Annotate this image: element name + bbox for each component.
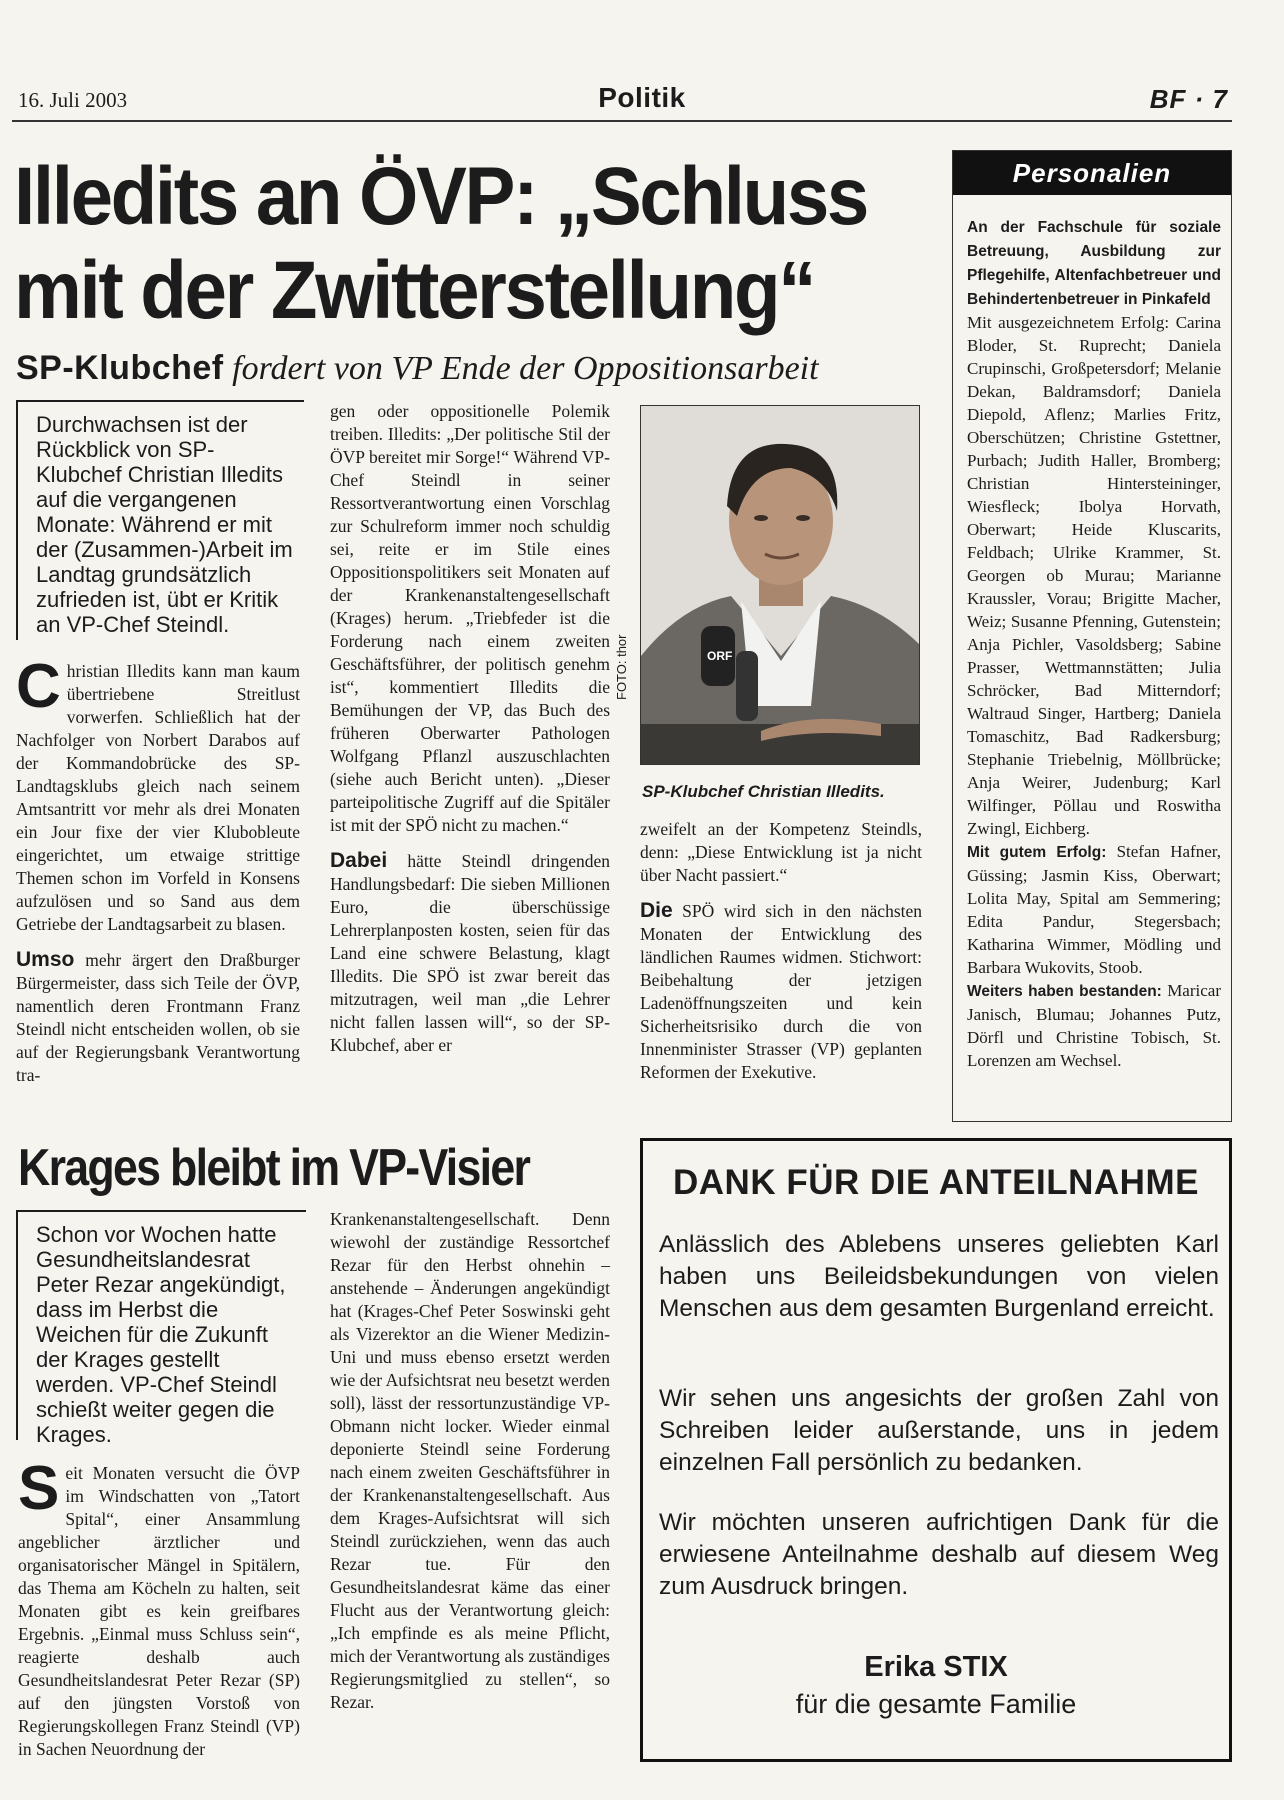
personalien-intro: An der Fachschule für soziale Betreuung, Ausbildung zur Pflegehilfe, Altenfachbetreuer und Behindertenbetreuer in Pinkafeld [967,219,1221,308]
notice-signature-sub: für die gesamte Familie [795,1689,1077,1719]
article1-column-2 [330,400,610,1057]
article1-column-3 [640,818,922,1084]
header-rule [12,120,1232,122]
article2-col2-text: Krankenanstaltengesellschaft. Denn wiewohl der zuständige Ressortchef Rezar für den Herbst ohnehin – anstehende – Änderungen angekündigt hat (Krages-Chef Peter Soswinski geht als Vizerektor an die Wiener Medizin-Uni und muss ebenso ersetzt werden wie der Aufsichtsrat neu besetzt werden soll), lässt der ressortunzuständige VP-Obmann nicht locker. Wieder einmal deponierte Steindl seine Forderung nach einem zweiten Geschäftsführer in der Krankenanstaltengesellschaft. Aus dem Krages-Aufsichtsrat will sich Steindl zurückziehen, wenn das auch Rezar tue. Für den Gesundheitslandesrat käme das einer Flucht aus der Verantwortung gleich: „Ich empfinde es als meine Pflicht, mich der Verantwortung als zuständiges Regierungsmitglied zu stellen“, so Rezar. [330,1209,610,1712]
article1-dropcap: C [16,652,61,721]
photo-caption: SP-Klubchef Christian Illedits. [642,782,885,801]
portrait-illustration [641,406,920,765]
notice-title: DANK FÜR DIE ANTEILNAHME [673,1163,1199,1202]
page-number: BF · 7 [1149,84,1228,114]
personalien-box [952,150,1232,1122]
personalien-body [967,215,1221,1072]
article1-lead [16,400,304,640]
article1-kicker: SP-Klubchef [16,349,224,387]
orf-mic-label: ORF [707,649,733,663]
article1-headline: Illedits an ÖVP: „Schluss mit der Zwitterstellung“ [14,151,868,336]
article2-headline: Krages bleibt im VP-Visier [18,1139,530,1197]
article1-subhead-text: fordert von VP Ende der Oppositionsarbeit [232,350,819,387]
article2-column-1 [18,1454,300,1761]
article2-lead-text: Schon vor Wochen hatte Gesundheitslandesrat Peter Rezar angekündigt, dass im Herbst die Weichen für die Zukunft der Krages gestellt werden. VP-Chef Steindl schießt weiter gegen die Krages. [36,1222,286,1447]
portrait-photo [640,405,920,765]
article1-col2-paragraph-2: hätte Steindl dringenden Handlungsbedarf: Die sieben Millionen Euro, die überschüssige Lehrerplanposten kosten, seien für das Land eine schwere Belastung, klagt Illedits. Die SPÖ ist zwar bereit das mitzutragen, weil man „die Lehrer nicht fallen lassen will“, so der SP-Klubchef, aber er [330,851,611,1055]
article1-column-1 [16,652,300,1087]
photo-credit: FOTO: thor [614,634,629,700]
section-title: Politik [598,82,686,113]
article1-col2-kicker: Dabei [330,849,388,872]
personalien-good-list: Stefan Hafner, Güssing; Jasmin Kiss, Oberwart; Lolita May, Spital am Semmering; Edita Pandur, Stegersbach; Katharina Wimmer, Mödling und Barbara Wukovits, Stoob. [967,842,1221,977]
article1-col1-kicker: Umso [16,948,75,971]
personalien-good-label: Mit gutem Erfolg: [967,844,1107,861]
article1-col3-kicker: Die [640,899,673,922]
issue-date: 16. Juli 2003 [18,88,128,112]
personalien-honors-list: Carina Bloder, St. Ruprecht; Daniela Crupinschi, Großpetersdorf; Melanie Dekan, Baldramsdorf; Daniela Diepold, Aflenz; Marlies Fritz, Oberschützen; Christine Gstettner, Purbach; Judith Haller, Bromberg; Christian Hintersteininger, Wiesfleck; Ibolya Horvath, Oberwart; Heide Kluscarits, Feldbach; Ulrike Krammer, St. Georgen ob Murau; Marianne Kraussler, Vorau; Brigitte Macher, Weiz; Susanne Pfenning, Gutenstein; Anja Pichler, Vasoldsberg; Sabine Prasser, Wettmannstätten; Julia Schröcker, Bad Mitterndorf; Waltraud Singer, Hartberg; Daniela Tomaschitz, Bad Radkersburg; Stephanie Triebelnig, Möllbrücke; Anja Weirer, Judenburg; Karl Wilfinger, Pöllau und Roswitha Zwingl, Eichberg. [967,313,1222,838]
thank-you-notice [640,1138,1232,1762]
article2-column-2 [330,1208,610,1714]
personalien-passed-list: Maricar Janisch, Blumau; Johannes Putz, Dörfl und Christine Tobisch, St. Lorenzen am Wechsel. [967,981,1221,1070]
article1-lead-text: Durchwachsen ist der Rückblick von SP-Klubchef Christian Illedits auf die vergangenen Monate: Während er mit der (Zusammen-)Arbeit im Landtag grundsätzlich zufrieden ist, übt er Kritik an VP-Chef Steindl. [36,412,293,637]
article1-col1-paragraph-2: mehr ärgert den Draßburger Bürgermeister, dass sich Teile der ÖVP, namentlich deren Frontmann Franz Steindl nicht entscheiden wollen, ob sie auf der Regierungsbank Verantwortung tra- [16,950,300,1085]
personalien-title: Personalien [953,151,1231,195]
personalien-passed-label: Weiters haben bestanden: [967,983,1162,1000]
personalien-honors-label: Mit ausgezeichnetem Erfolg: [967,313,1170,332]
article1-col3-paragraph-1: zweifelt an der Kompetenz Steindls, denn: „Diese Entwicklung ist ja nicht über Nacht passiert.“ [640,819,922,885]
article1-col3-paragraph-2: SPÖ wird sich in den nächsten Monaten der Entwicklung des ländlichen Raumes widmen. Stichwort: Beibehaltung der jetzigen Ladenöffnungszeiten und kein Sicherheitsrisiko durch die von Innenminister Strasser (VP) geplanten Reformen der Exekutive. [640,901,923,1082]
article1-subheadline [16,348,946,389]
article1-col2-paragraph-1: gen oder oppositionelle Polemik treiben. Illedits: „Der politische Stil der ÖVP bereitet mir Sorge!“ Während VP-Chef Steindl in seiner Ressortverantwortung einen Vorschlag zur Schulreform immer noch schuldig sei, reite er im Stile eines Oppositionspolitikers seit Monaten auf der Krankenanstaltengesellschaft (Krages) herum. „Triebfeder ist die Forderung nach einem zweiten Geschäftsführer, der politisch genehm ist“, kommentiert Illedits die Bemühungen der VP, das Buch des früheren Oberwarter Pathologen Wolfgang Pflanzl auszuschlachten (siehe auch Bericht unten). „Dieser parteipolitische Zugriff auf die Spitäler ist mit der SPÖ nicht zu machen.“ [330,401,610,835]
notice-signature: Erika STIX [864,1651,1008,1683]
article2-lead [16,1210,306,1447]
article2-dropcap: S [18,1454,60,1523]
article1-col1-paragraph-1: hristian Illedits kann man kaum übertriebene Streitlust vorwerfen. Schließlich hat der Nachfolger von Norbert Darabos auf der Kommandobrücke des SP-Landtagsklubs gleich nach seinem Amtsantritt vor mehr als drei Monaten ein Jour fixe der vier Klubobleute eingerichtet, um etwaige strittige Themen schon im Vorfeld in Konsens aufzulösen und so Sand aus dem Getriebe der Landtagsarbeit zu blasen. [16,661,300,934]
article2-col1-text: eit Monaten versucht die ÖVP im Windschatten von „Tatort Spital“, einer Ansammlung angeblicher ärztlicher und organisatorischer Mängel in Spitälern, das Thema am Köcheln zu halten, seit Monaten gibt es kein greifbares Ergebnis. „Einmal muss Schluss sein“, reagierte deshalb auch Gesundheitslandesrat Peter Rezar (SP) auf den jüngsten Vorstoß von Regierungskollegen Franz Steindl (VP) in Sachen Neuordnung der [18,1463,300,1759]
notice-paragraph-1: Anlässlich des Ablebens unseres geliebten Karl haben uns Beileidsbekundungen von vielen Menschen aus dem gesamten Burgenland erreicht. [659,1231,1219,1322]
notice-paragraph-3: Wir möchten unseren aufrichtigen Dank für die erwiesene Anteilnahme deshalb auf diesem Weg zum Ausdruck bringen. [659,1509,1219,1600]
notice-paragraph-2: Wir sehen uns angesichts der großen Zahl von Schreiben leider außerstande, uns in jedem einzelnen Fall persönlich zu bedanken. [659,1385,1219,1476]
